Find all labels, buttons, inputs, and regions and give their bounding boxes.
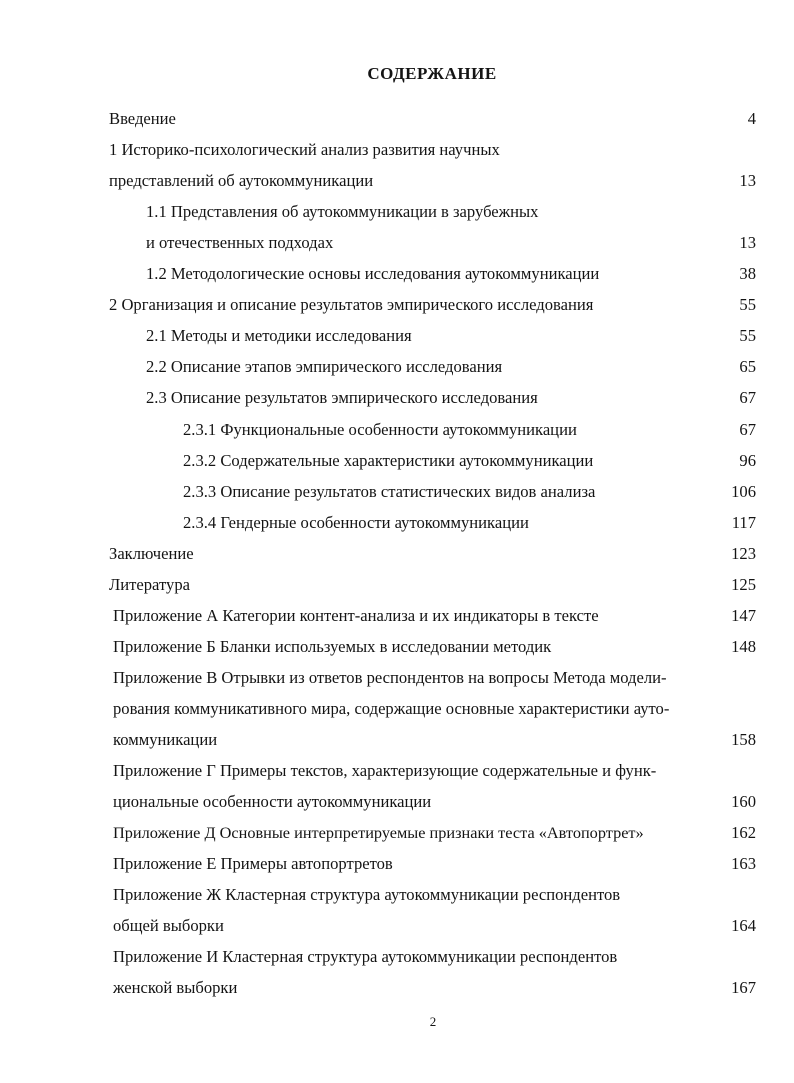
toc-entry-page: 67 xyxy=(739,420,756,439)
toc-entry-page: 65 xyxy=(739,357,756,376)
toc-entry-text: циональные особенности аутокоммуникации xyxy=(113,792,432,811)
page-title: СОДЕРЖАНИЕ xyxy=(367,64,497,83)
toc-entry-page: 13 xyxy=(739,171,756,190)
toc-entry-text: коммуникации xyxy=(113,730,218,749)
toc-entry-text: 2 Организация и описание результатов эмпирического исследования xyxy=(109,295,594,314)
toc-entry-page: 96 xyxy=(739,451,756,470)
toc-entry-text: Приложение И Кластерная структура аутокоммуникации респондентов xyxy=(113,947,618,966)
toc-entry-page: 4 xyxy=(747,109,756,128)
toc-entry-page: 55 xyxy=(739,295,756,314)
toc-entry-page: 163 xyxy=(731,854,756,873)
toc-entry-page: 106 xyxy=(731,482,756,501)
toc-entry-text: Литература xyxy=(109,575,190,594)
toc-entry-text: и отечественных подходах xyxy=(146,233,334,252)
toc-entry-page: 67 xyxy=(739,388,756,407)
toc-entry-page: 147 xyxy=(731,606,756,625)
toc-entry-text: 1.1 Представления об аутокоммуникации в зарубежных xyxy=(146,202,539,221)
toc-entry-page: 117 xyxy=(731,513,756,532)
toc-entry-text: Приложение Ж Кластерная структура аутокоммуникации респондентов xyxy=(113,885,621,904)
toc-entry-page: 167 xyxy=(731,978,756,997)
toc-entry-text: 1.2 Методологические основы исследования аутокоммуникации xyxy=(146,264,600,283)
toc-entry-text: 2.3.2 Содержательные характеристики аутокоммуникации xyxy=(183,451,594,470)
toc-entry-text: Приложение Б Бланки используемых в исследовании методик xyxy=(113,637,552,656)
toc-entry-text: представлений об аутокоммуникации xyxy=(109,171,374,190)
toc-entry-page: 13 xyxy=(739,233,756,252)
toc-entry-text: 2.3.1 Функциональные особенности аутокоммуникации xyxy=(183,420,577,439)
toc-entry-text: Приложение Е Примеры автопортретов xyxy=(113,854,393,873)
toc-entry-page: 125 xyxy=(731,575,756,594)
toc-entry-page: 160 xyxy=(731,792,756,811)
toc-entry-page: 158 xyxy=(731,730,756,749)
toc-entry-text: 1 Историко-психологический анализ развития научных xyxy=(109,140,500,159)
toc-entry-text: Приложение Д Основные интерпретируемые признаки теста «Автопортрет» xyxy=(113,823,644,842)
toc-entry-text: женской выборки xyxy=(113,978,238,997)
page-number: 2 xyxy=(429,1014,437,1029)
toc-entry-page: 55 xyxy=(739,326,756,345)
toc-entry-page: 162 xyxy=(731,823,756,842)
toc-entry-text: рования коммуникативного мира, содержащие основные характеристики ауто- xyxy=(113,699,670,718)
toc-entry-text: Приложение В Отрывки из ответов респондентов на вопросы Метода модели- xyxy=(113,668,667,687)
toc-entry-text: 2.3.3 Описание результатов статистических видов анализа xyxy=(183,482,596,501)
toc-entry-text: общей выборки xyxy=(113,916,224,935)
toc-entry-text: Приложение А Категории контент-анализа и их индикаторы в тексте xyxy=(113,606,599,625)
toc-entry-page: 123 xyxy=(731,544,756,563)
toc-entry-text: Приложение Г Примеры текстов, характеризующие содержательные и функ- xyxy=(113,761,657,780)
toc-entry-text: 2.3 Описание результатов эмпирического исследования xyxy=(146,388,538,407)
toc-entry-text: 2.2 Описание этапов эмпирического исследования xyxy=(146,357,503,376)
toc-entry-text: Заключение xyxy=(109,544,194,563)
toc-entry-page: 38 xyxy=(739,264,756,283)
toc-entry-text: Введение xyxy=(109,109,176,128)
toc-entry-text: 2.3.4 Гендерные особенности аутокоммуникации xyxy=(183,513,529,532)
toc-entry-page: 148 xyxy=(731,637,756,656)
toc-entry-text: 2.1 Методы и методики исследования xyxy=(146,326,412,345)
toc-entry-page: 164 xyxy=(731,916,756,935)
